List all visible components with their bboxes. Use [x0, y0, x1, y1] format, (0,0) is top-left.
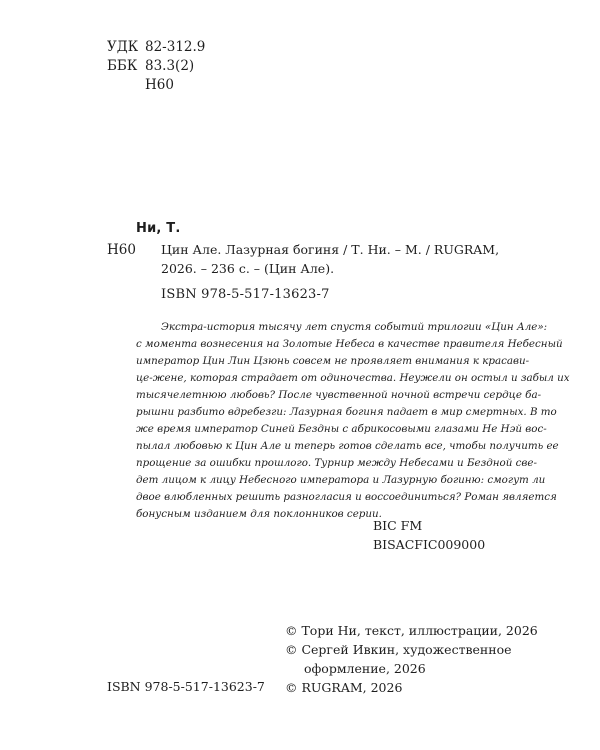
- annotation-line: двое влюбленных решить разногласия и воссоединиться? Роман является: [136, 491, 557, 503]
- annotation-line: прощение за ошибки прошлого. Турнир между Небесами и Бездной све-: [136, 457, 537, 469]
- copyright-line: оформление, 2026: [304, 661, 426, 676]
- udk-label: УДК: [107, 39, 139, 55]
- annotation-line: Экстра-история тысячу лет спустя событий трилогии «Цин Але»:: [161, 321, 548, 333]
- bibliographic-entry: [161, 240, 506, 278]
- bic-code: BIC FM: [373, 518, 423, 533]
- isbn-top: ISBN 978-5-517-13623-7: [161, 287, 330, 302]
- annotation-line: бонусным изданием для поклонников серии.: [136, 508, 382, 520]
- annotation-line: император Цин Лин Цзюнь совсем не проявляет внимания к красави-: [136, 355, 530, 367]
- classification-block: [107, 38, 205, 95]
- bibliographic-line: Цин Але. Лазурная богиня / Т. Ни. – М. / RUGRAM,: [161, 242, 500, 257]
- bibliographic-line: 2026. – 236 с. – (Цин Але).: [161, 261, 335, 276]
- bbk-label: ББК: [107, 58, 138, 74]
- annotation-line: пылал любовью к Цин Але и теперь готов сделать все, чтобы получить ее: [136, 440, 559, 452]
- copyright-block: [285, 621, 538, 697]
- bbk-row: [107, 57, 205, 76]
- annotation: [136, 319, 570, 523]
- copyright-line: © Сергей Ивкин, художественное: [285, 642, 512, 657]
- copyright-line: © Тори Ни, текст, иллюстрации, 2026: [285, 623, 538, 638]
- isbn-bottom: ISBN 978-5-517-13623-7: [107, 679, 265, 694]
- annotation-line: це-жене, которая страдает от одиночества. Неужели он остыл и забыл их: [136, 372, 570, 384]
- annotation-line: же время император Синей Бездны с абрикосовыми глазами Не Нэй вос-: [136, 423, 547, 435]
- subject-codes: [373, 516, 485, 554]
- udk-value: 82-312.9: [145, 39, 206, 55]
- catalog-code: Н60: [107, 242, 136, 258]
- author-mark-row: [107, 76, 205, 95]
- copyright-line: © RUGRAM, 2026: [285, 680, 403, 695]
- annotation-line: тысячелетнюю любовь? После чувственной ночной встречи сердце ба-: [136, 389, 542, 401]
- annotation-line: с момента вознесения на Золотые Небеса в качестве правителя Небесный: [136, 338, 563, 350]
- udk-row: [107, 38, 205, 57]
- bbk-value: 83.3(2): [145, 58, 195, 74]
- annotation-line: дет лицом к лицу Небесного императора и Лазурную богиню: смогут ли: [136, 474, 546, 486]
- bisac-code: BISACFIC009000: [373, 537, 486, 552]
- annotation-line: рышни разбито вдребезги: Лазурная богиня падает в мир смертных. В то: [136, 406, 557, 418]
- author-mark: Н60: [145, 77, 174, 93]
- author-heading: Ни, Т.: [136, 221, 181, 236]
